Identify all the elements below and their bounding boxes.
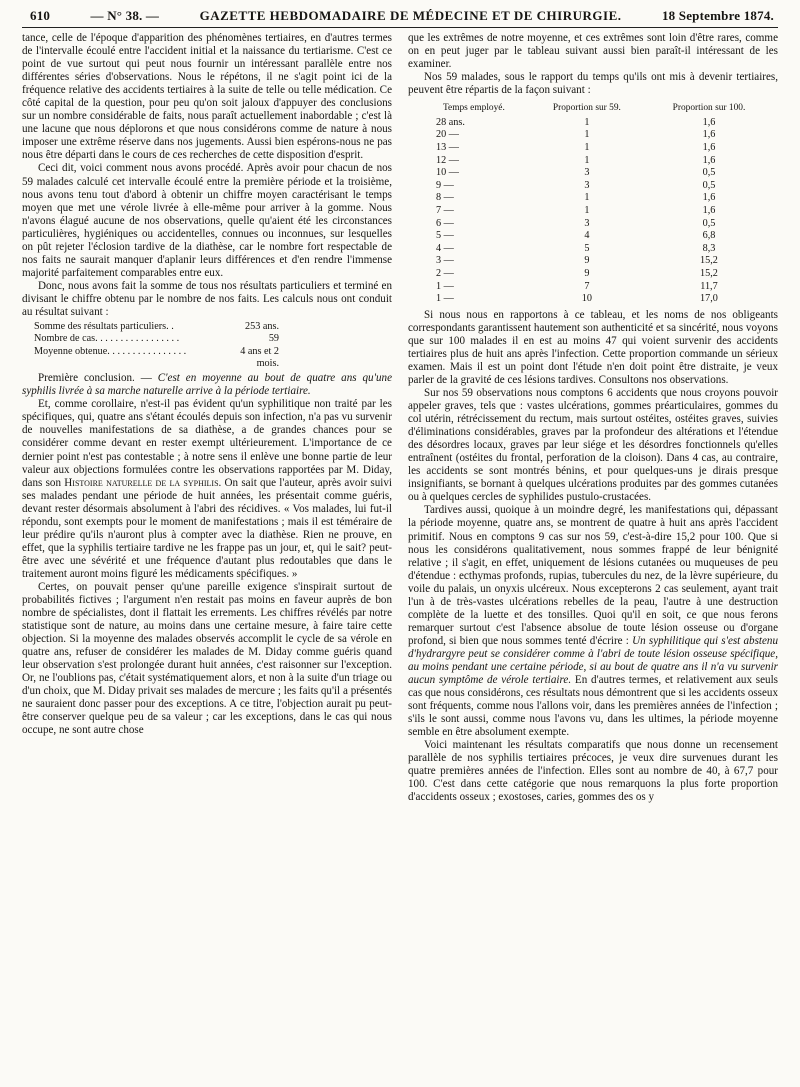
distribution-table	[420, 101, 772, 306]
proportion-59-cell: 3	[584, 217, 590, 229]
left-column	[22, 32, 392, 805]
time-cell: 1 —	[436, 293, 454, 305]
summary-row	[34, 333, 392, 345]
time-cell: 3 —	[436, 255, 454, 267]
proportion-59-cell: 4	[584, 230, 590, 242]
table-row	[420, 192, 772, 205]
proportion-59-cell: 1	[584, 142, 590, 154]
table-row	[420, 293, 772, 306]
column-header: Temps employé.	[442, 103, 505, 114]
page-number: 610	[30, 8, 51, 23]
table-row	[420, 255, 772, 268]
proportion-59-cell: 1	[584, 154, 590, 166]
time-cell: 8 —	[436, 192, 454, 204]
summary-value: 4 ans et 2 mois.	[240, 345, 279, 369]
proportion-100-cell: 17,0	[700, 293, 718, 305]
table-row	[420, 268, 772, 281]
proportion-100-cell: 8,3	[702, 242, 716, 254]
table-row	[420, 167, 772, 180]
proportion-100-cell: 15,2	[700, 267, 718, 279]
proportion-59-cell: 1	[584, 204, 590, 216]
summary-label: Nombre de cas. . . . . . . . . . . . . . . . .	[34, 333, 180, 345]
proportion-59-cell: 10	[581, 293, 592, 305]
paragraph	[22, 398, 392, 581]
time-cell: 20 —	[436, 129, 459, 141]
journal-title: GAZETTE HEBDOMADAIRE DE MÉDECINE ET DE CHIRURGIE.	[199, 8, 622, 23]
proportion-100-cell: 1,6	[702, 129, 716, 141]
proportion-59-cell: 1	[584, 192, 590, 204]
text-run: Et, comme corollaire, n'est-il pas évident qu'un syphilitique non traité par les spécifiques, qui, quatre ans s'étant écoulés depuis son infection, n'a pas vu survenir de nouvelles manifestations de sa diathèse, a de grandes chances pour se considérer comme devant en rester exempt ultérieurement. L'importance de ce dernier point n'est pas contestable ; à notre sens il enlève une bonne partie de leur valeur aux objections formulées contre les observations rapportées par M. Diday, dans son	[22, 398, 392, 489]
proportion-59-cell: 7	[584, 280, 590, 292]
table-row	[420, 142, 772, 155]
right-column	[408, 32, 778, 805]
proportion-100-cell: 11,7	[700, 280, 718, 292]
table-header-row	[420, 101, 772, 117]
proportion-59-cell: 1	[584, 116, 590, 128]
summary-row	[34, 346, 392, 371]
paragraph: Ceci dit, voici comment nous avons procédé. Après avoir pour chacun de nos 59 malades calculé cet intervalle écoulé entre la première période et la troisième, nous avons tenu tout d'abord à obtenir un chiffre moyen caractérisant le temps moyen que met une vérole livrée à elle-même pour arriver à la gomme. Nous n'avons élagué aucune de nos observations, quelle qu'aient été les circonstances particulières, hygiéniques ou accidentelles, connues ou inconnues, sur lesquelles on pût rejeter l'éclosion tardive de la diathèse, car le nombre fort respectable de nos faits ne saurait manquer d'aplanir leurs différences et d'en rendre l'immense majorité parfaitement comparables entre eux.	[22, 162, 392, 279]
paragraph	[408, 504, 778, 739]
proportion-100-cell: 6,8	[702, 230, 716, 242]
table-row	[420, 117, 772, 130]
conclusion-lead: Première conclusion. —	[38, 372, 158, 385]
proportion-100-cell: 0,5	[702, 217, 716, 229]
time-cell: 9 —	[436, 179, 454, 191]
proportion-100-cell: 15,2	[700, 255, 718, 267]
proportion-100-cell: 1,6	[702, 142, 716, 154]
time-cell: 12 —	[436, 154, 459, 166]
proportion-59-cell: 5	[584, 242, 590, 254]
proportion-59-cell: 3	[584, 167, 590, 179]
paragraph: Nos 59 malades, sous le rapport du temps qu'ils ont mis à devenir tertiaires, peuvent être répartis de la façon suivant :	[408, 71, 778, 97]
proportion-59-cell: 1	[584, 129, 590, 141]
time-cell: 2 —	[436, 267, 454, 279]
results-summary	[34, 321, 392, 370]
proportion-59-cell: 9	[584, 267, 590, 279]
book-title: Histoire naturelle de la syphilis	[64, 476, 219, 489]
table-row	[420, 205, 772, 218]
text-run: Tardives aussi, quoique à un moindre degré, les manifestations qui, dépassant la période moyenne, quatre ans, se montrent de quatre à huit ans après l'accident primitif. Nous en comptons 9 cas sur nos 59, c'est-à-dire 15,2 pour 100. Que si nous les considérons qualitativement, nous sommes frappé de leur bénignité relative ; il s'agit, en effet, uniquement de lésions cutanées ou muqueuses de peu d'étendue : ecthymas profonds, rupias, tubercules du nez, de la lèvre supérieure, du voile du palais, un onyxis ulcéreux. Nous excepterons 2 cas seulement, ayant trait l'un à de très-vastes ulcérations rebelles de la peau, l'autre à une destruction complète de la luette et des tonsilles. Quoi qu'il en soit, ce que nous ferons remarquer surtout c'est l'absence absolue de toute lésion osseuse ou d'organe profond, si bien que nous sommes tenté d'écrire :	[408, 504, 778, 647]
proportion-100-cell: 1,6	[702, 116, 716, 128]
time-cell: 28 ans.	[436, 116, 465, 128]
column-header: Proportion sur 100.	[672, 103, 746, 114]
table-row	[420, 281, 772, 294]
time-cell: 1 —	[436, 280, 454, 292]
table-row	[420, 180, 772, 193]
table-row	[420, 155, 772, 168]
time-cell: 4 —	[436, 242, 454, 254]
time-cell: 7 —	[436, 204, 454, 216]
proportion-100-cell: 1,6	[702, 154, 716, 166]
conclusion-text: C'est en moyenne au bout de quatre ans qu'une syphilis livrée à sa marche naturelle arrive à la période tertiaire.	[22, 372, 392, 398]
table-row	[420, 243, 772, 256]
proportion-100-cell: 1,6	[702, 204, 716, 216]
proportion-59-cell: 9	[584, 255, 590, 267]
summary-value: 59	[268, 333, 279, 345]
summary-value: 253 ans.	[245, 321, 279, 333]
page-header	[22, 8, 778, 28]
article-columns	[22, 32, 778, 805]
table-row	[420, 129, 772, 142]
table-row	[420, 218, 772, 231]
time-cell: 13 —	[436, 142, 459, 154]
paragraph: tance, celle de l'époque d'apparition des phénomènes tertiaires, en d'autres termes de l'intervalle écoulé entre l'accident initial et la naissance du tertiarisme. C'est ce point de vue surtout qui peut nous fournir un intéressant parallèle entre nos différentes séries d'observations. Nous le répétons, il ne s'agit point ici de la fréquence relative des accidents tertiaires à la suite de telle ou telle médication. Ce côté capital de la question, pour peu qu'on soit jaloux d'appuyer des conclusions sur un nombre considérable de faits, nous paraît actuellement inabordable ; c'est là une lacune que nous déplorons et que nous considérons comme de nature à nous imposer une extrême réserve dans nos jugements. Aussi bien espérons-nous ne pas nous être départi dans le cours de ces recherches de cette disposition d'esprit.	[22, 32, 392, 162]
paragraph: Si nous nous en rapportons à ce tableau, et les noms de nos obligeants correspondants garantissent hautement son authenticité et sa sincérité, nous voyons que sur 100 malades il en est au moins 47 qui voient survenir des accidents tertiaires plus de huit ans après l'infection. Cette proportion commande un sérieux examen. Mais il est un point dont l'étude n'en doit point être distraite, je veux parler de la gravité de ces lésions tardives. Consultons nos observations.	[408, 308, 778, 386]
column-header: Proportion sur 59.	[552, 103, 621, 114]
summary-row	[34, 321, 392, 333]
issue-date: 18 Septembre 1874.	[661, 8, 774, 23]
paragraph: Sur nos 59 observations nous comptons 6 accidents que nous croyons pouvoir appeler graves, tels que : vastes ulcérations, gommes préarticulaires, gommes du col utérin, rétrécissement du rectum, mais surtout ostéites, ostéites graves, suivies d'éliminations considérables, graves par la profondeur des altérations et l'étendue des désordres locaux, graves par leur siége et les désordres fonctionnels qu'elles entraînent (ostéites du frontal, perforation de la cloison). Dans 4 cas, au contraire, les accidents se sont montrés bénins, et pour quelques-uns je dirais presque insignifiants, se bornant à quelques ulcérations produites par des gommes cutanées ou à quelques cercles de syphilides pustulo-crustacées.	[408, 387, 778, 504]
paragraph: Voici maintenant les résultats comparatifs que nous donne un recensement parallèle de nos syphilis tertiaires précoces, je veux dire survenues durant les quatre premières années de l'infection. Elles sont au nombre de 40, à 67,7 pour 100. C'est dans cette catégorie que nous remarquons la plus forte proportion d'accidents osseux ; exostoses, caries, gommes des os y	[408, 739, 778, 804]
summary-label: Somme des résultats particuliers. .	[34, 321, 174, 333]
time-cell: 6 —	[436, 217, 454, 229]
time-cell: 5 —	[436, 230, 454, 242]
first-conclusion	[22, 372, 392, 398]
proportion-100-cell: 0,5	[702, 179, 716, 191]
paragraph: Donc, nous avons fait la somme de tous nos résultats particuliers et terminé en divisant le chiffre obtenu par le nombre de nos faits. Les calculs nous ont conduit au résultat suivant :	[22, 279, 392, 318]
italic-statement: Un syphilitique qui s'est abstenu d'hydrargyre peut se considérer comme à l'abri de toute lésion osseuse spécifique, au moins pendant une certaine période, si au bout de quatre ans il n'a vu survenir aucun symptôme de vérole tertiaire.	[408, 634, 778, 687]
table-row	[420, 230, 772, 243]
proportion-100-cell: 0,5	[702, 167, 716, 179]
paragraph: que les extrêmes de notre moyenne, et ces extrêmes sont loin d'être rares, comme on en peut juger par le tableau suivant aussi bien paraît-il intéressant de les examiner.	[408, 32, 778, 71]
paragraph: Certes, on pouvait penser qu'une pareille exigence s'inspirait surtout de probabilités fictives ; l'argument n'en restait pas moins en faveur auprès de bon nombre de spécialistes, dont il flattait les errements. Les chiffres révélés par notre statistique sont de nature, au moins dans une certaine mesure, à faire taire cette objection. Si la moyenne des malades observés accomplit le cycle de sa vérole en quatre ans, refuser de considérer les malades de M. Diday comme guéris quand leur observation s'est prolongée durant huit années, c'est raisonner sur l'exception. Or, ne l'oublions pas, c'était systématiquement alors, et non à la suite d'un triage ou d'un choix, que M. Diday privait ses malades de mercure ; les faits qu'il a présentés ne sauraient donc passer pour des exceptions. A ce titre, l'objection aurait pu peut-être conserver quelque peu de sa valeur ; car les exceptions, dans le cas qui nous occupe, ne sont autre chose	[22, 580, 392, 737]
issue-number: — N° 38. —	[90, 8, 160, 23]
proportion-59-cell: 3	[584, 179, 590, 191]
text-run: En d'autres termes, et relativement aux seuls cas que nous considérons, ces résultats nous démontrent que si les accidents osseux sont fréquents, comme nous l'allons voir, dans les premières années de l'infection ; s'ils le sont aussi, comme nous l'avons vu, dans les ultimes, la période moyenne semble en être absolument exempte.	[408, 674, 779, 739]
text-run: . On sait que l'auteur, après avoir suivi ses malades pendant une période de huit années, les présentait comme guéris, devant rester désormais absolument à l'abri des récidives. « Vos malades, lui fut-il répondu, sont exempts pour le moment de manifestations ; mais il est téméraire de leur prédire qu'ils n'auront plus à compter avec la diathèse. Rien ne prouve, en effet, que la syphilis tertiaire tardive ne les frappe pas un jour, et, qui le sait? peut-être avec une sévérité et une fréquence d'autant plus redoutables que dans le traitement auront moins figuré les médicaments spécifiques. »	[22, 476, 392, 580]
proportion-100-cell: 1,6	[702, 192, 716, 204]
summary-label: Moyenne obtenue. . . . . . . . . . . . . . . .	[34, 345, 187, 357]
time-cell: 10 —	[436, 167, 459, 179]
